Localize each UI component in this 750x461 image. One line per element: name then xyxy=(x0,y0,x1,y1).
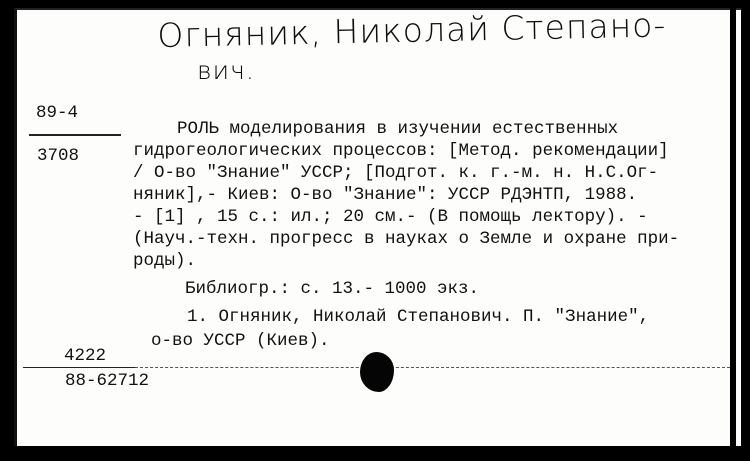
description-line: няник],- Киев: О-во "Знание": УССР РДЭНТП, 1988. xyxy=(133,185,638,205)
handwritten-author-line-2: вич. xyxy=(197,56,255,85)
description-line: (Науч.-техн. прогресс в науках о Земле и охране при- xyxy=(133,229,680,249)
footer-number-upper: 4222 xyxy=(64,346,107,366)
description-line: - [1] , 15 с.: ил.; 20 см.- (В помощь лектору). - xyxy=(133,207,648,227)
footer-number-lower: 88-62712 xyxy=(65,371,150,391)
call-number-top: 89-4 xyxy=(36,103,79,123)
footer-divider xyxy=(23,367,135,368)
bibliography-line: Библиогр.: с. 13.- 1000 экз. xyxy=(185,279,480,299)
title-line: РОЛЬ моделирования в изучении естественных xyxy=(177,119,619,139)
call-number-bottom: 3708 xyxy=(37,146,80,166)
description-line: гидрогеологических процессов: [Метод. рекомендации] xyxy=(133,141,669,161)
catalog-card xyxy=(14,5,741,446)
right-edge-bar xyxy=(730,0,736,461)
ink-blot xyxy=(360,352,394,392)
subject-entry-line: 1. Огняник, Николай Степанович. П. "Знание", xyxy=(187,307,650,327)
call-number-divider xyxy=(29,134,121,136)
description-line: роды). xyxy=(133,251,197,271)
footer-dashed-line xyxy=(135,367,735,368)
subject-entry-line: о-во УССР (Киев). xyxy=(151,331,330,351)
description-line: / О-во "Знание" УССР; [Подгот. к. г.-м. н. Н.С.Ог- xyxy=(133,163,659,183)
handwritten-author-line-1: Огняник, Николай Степано- xyxy=(157,5,667,55)
